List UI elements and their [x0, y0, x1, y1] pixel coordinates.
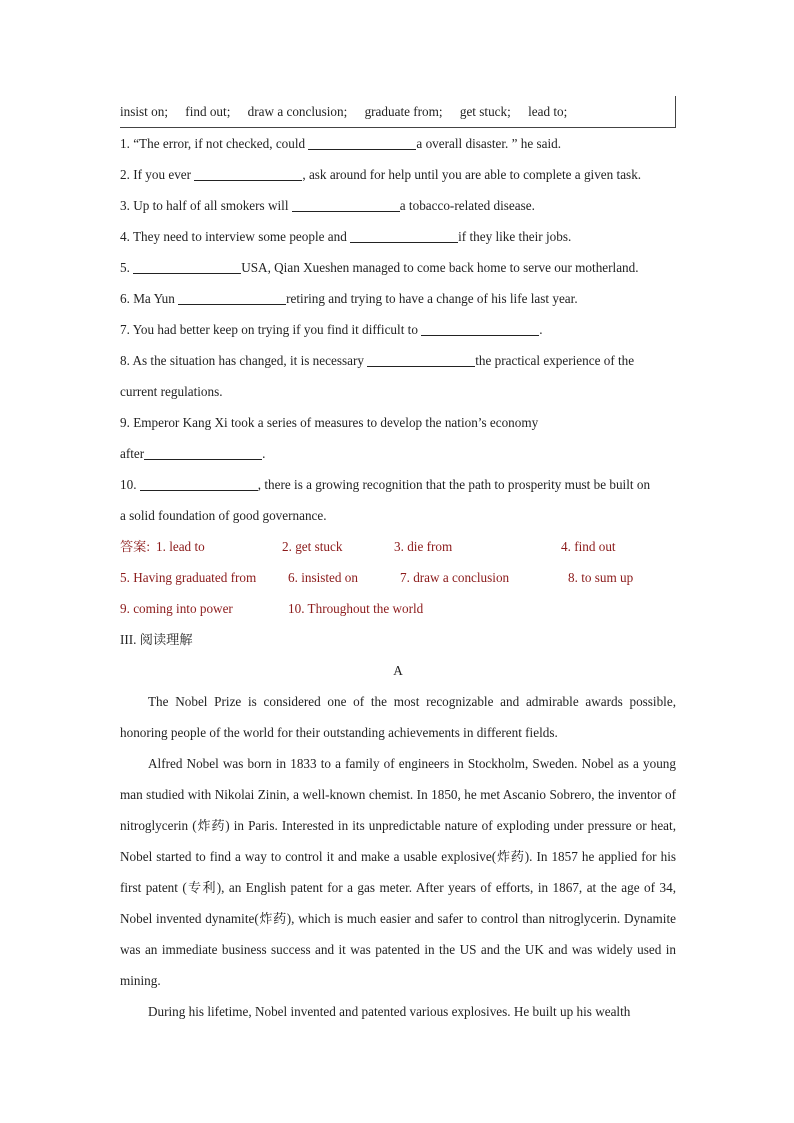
answers-label: 答案: — [120, 539, 151, 554]
passage-label: A — [393, 663, 403, 678]
answers-row-3 — [120, 593, 676, 624]
question-8-continued: current regulations. — [120, 384, 223, 399]
word-box — [120, 96, 676, 128]
question-8: 8. As the situation has changed, it is necessary the practical experience of the — [120, 353, 635, 368]
word-box-item: insist on; — [120, 104, 168, 119]
question-5: 5. USA, Qian Xueshen managed to come back home to serve our motherland. — [120, 260, 639, 275]
answer-blank[interactable] — [140, 476, 258, 491]
question-9-continued: after . — [120, 446, 266, 461]
answer-blank[interactable] — [194, 166, 302, 181]
passage-paragraph: Alfred Nobel was born in 1833 to a family of engineers in Stockholm, Sweden. Nobel as a young man studied with Nikolai Zinin, a well-known chemist. In 1850, he met Ascanio Sobrero, the inventor of nitroglycerin (炸药) in Paris. Interested in its unpredictable nature of exploding under pressure or heat, Nobel started to find a way to control it and make a usable explosive(炸药). In 1857 he applied for his first patent (专利), an English patent for a gas meter. After years of efforts, in 1867, at the age of 34, Nobel invented dynamite(炸药), which is much easier and safer to control than nitroglycerin. Dynamite was an immediate business success and it was patented in the US and the UK and was widely used in mining. — [120, 756, 676, 988]
answer-item: 4. find out — [561, 539, 616, 554]
answer-item: 9. coming into power — [120, 601, 233, 616]
answer-item: 1. lead to — [156, 539, 205, 554]
worksheet-page — [120, 96, 676, 1027]
answer-item: 6. insisted on — [288, 570, 358, 585]
question-7: 7. You had better keep on trying if you find it difficult to . — [120, 322, 543, 337]
question-3: 3. Up to half of all smokers will a tobacco-related disease. — [120, 198, 535, 213]
question-4: 4. They need to interview some people and if they like their jobs. — [120, 229, 572, 244]
answer-blank[interactable] — [308, 135, 416, 150]
answer-item: 3. die from — [394, 539, 453, 554]
answer-blank[interactable] — [178, 290, 286, 305]
question-10: 10. , there is a growing recognition that the path to prosperity must be built on — [120, 477, 651, 492]
answer-blank[interactable] — [292, 197, 400, 212]
answer-blank[interactable] — [144, 445, 262, 460]
word-box-item: graduate from; — [364, 104, 443, 119]
section-title: III. 阅读理解 — [120, 632, 193, 647]
question-1: 1. “The error, if not checked, could a overall disaster. ” he said. — [120, 136, 562, 151]
answer-item: 7. draw a conclusion — [400, 570, 510, 585]
answer-blank[interactable] — [350, 228, 458, 243]
question-10-continued: a solid foundation of good governance. — [120, 508, 327, 523]
answer-item: 2. get stuck — [282, 539, 343, 554]
question-2: 2. If you ever , ask around for help until you are able to complete a given task. — [120, 167, 642, 182]
answer-blank[interactable] — [367, 352, 475, 367]
answers-row-1 — [120, 531, 676, 562]
answer-item: 5. Having graduated from — [120, 570, 257, 585]
passage-paragraph: The Nobel Prize is considered one of the most recognizable and admirable awards possible, honoring people of the world for their outstanding achievements in different fields. — [120, 694, 676, 740]
word-box-item: lead to; — [528, 104, 568, 119]
question-6: 6. Ma Yun retiring and trying to have a change of his life last year. — [120, 291, 578, 306]
word-box-item: find out; — [185, 104, 231, 119]
answer-item: 10. Throughout the world — [288, 601, 424, 616]
question-9: 9. Emperor Kang Xi took a series of measures to develop the nation’s economy — [120, 415, 539, 430]
passage-paragraph: During his lifetime, Nobel invented and patented various explosives. He built up his wealth — [148, 1004, 631, 1019]
answer-blank[interactable] — [421, 321, 539, 336]
answer-item: 8. to sum up — [568, 570, 634, 585]
word-box-item: get stuck; — [459, 104, 511, 119]
answers-row-2 — [120, 562, 676, 593]
answer-blank[interactable] — [133, 259, 241, 274]
word-box-item: draw a conclusion; — [247, 104, 348, 119]
